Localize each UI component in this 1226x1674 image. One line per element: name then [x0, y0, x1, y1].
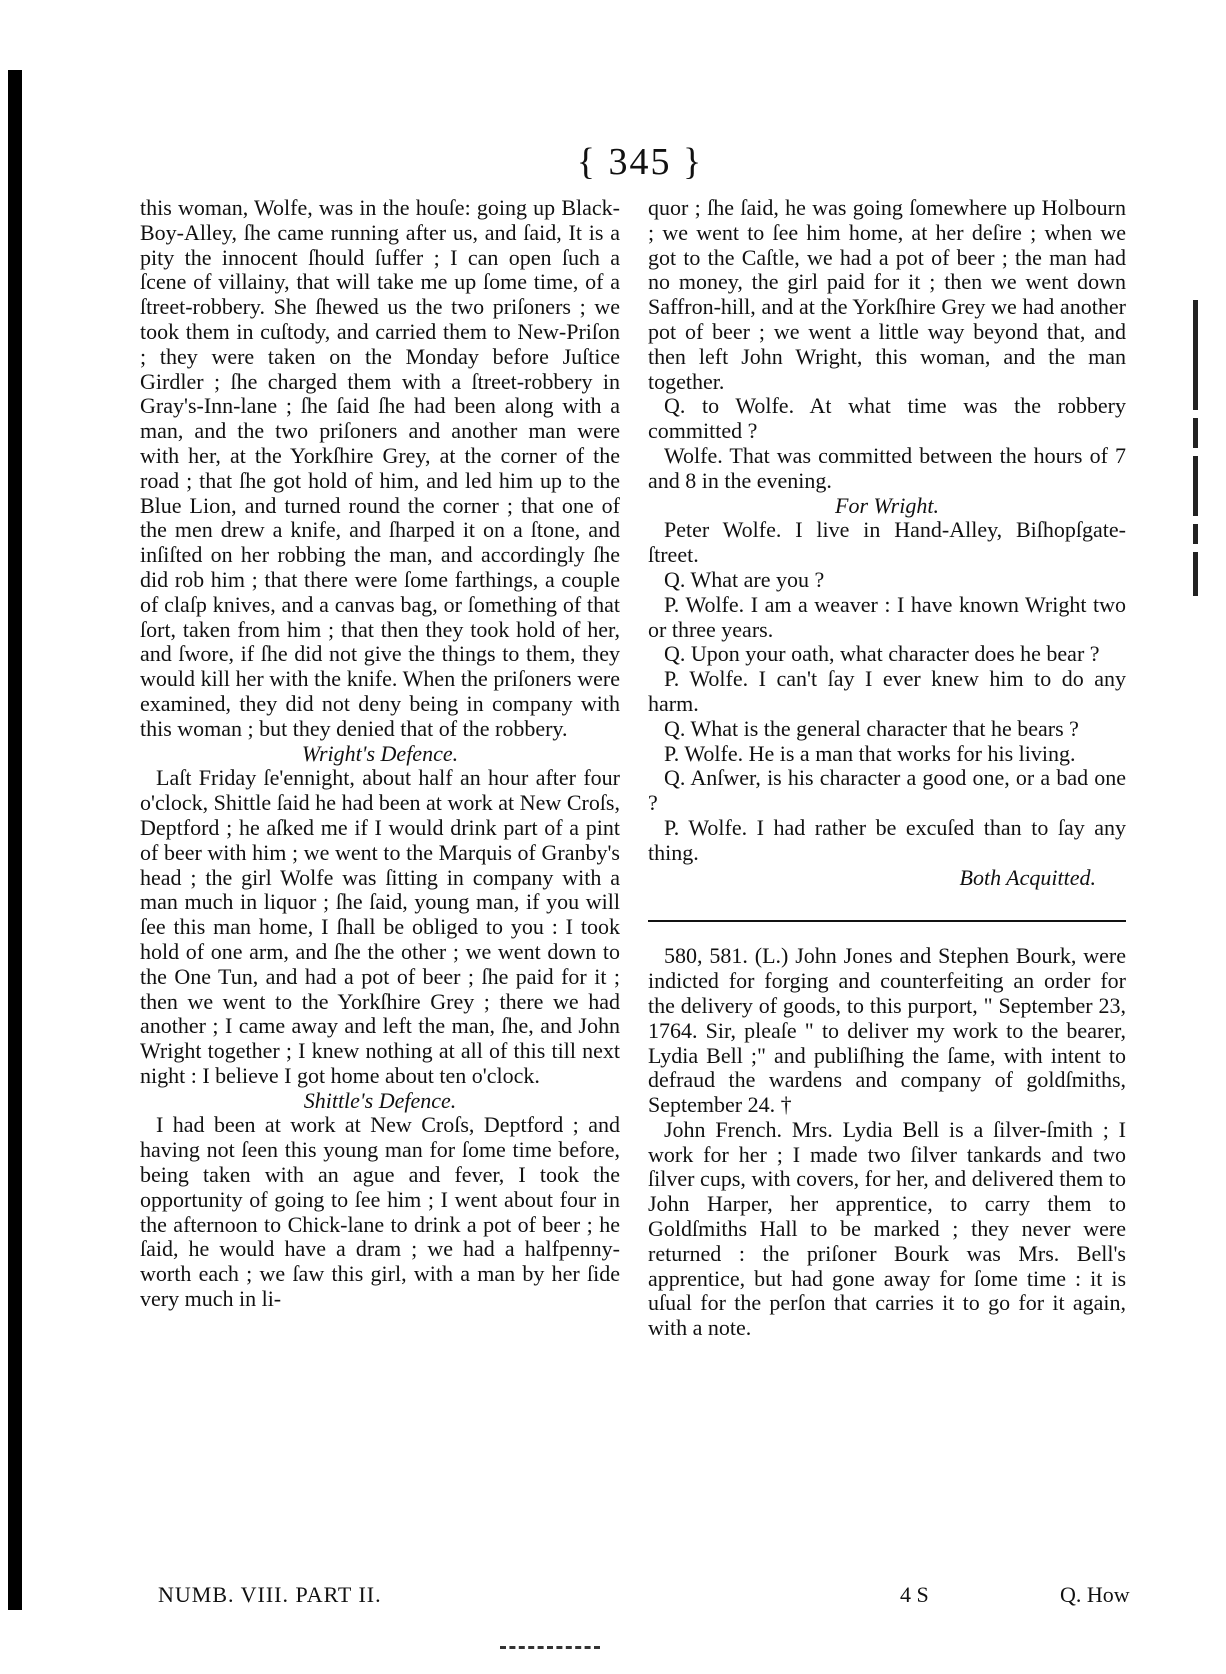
paragraph: Q. Anſwer, is his character a good one, or a bad one ? — [648, 765, 1126, 816]
paragraph: this woman, Wolfe, was in the houſe: going up Black-Boy-Alley, ſhe came running after us, and ſaid, It is a pity the innocent ſhould ſuffer ; I can open ſuch a ſcene of villainy, that will take me up ſome time, of a ſtreet-robbery. She ſhewed us the two priſoners ; we took them in cuſtody, and carried them to New-Priſon ; they were taken on the Monday before Juſtice Girdler ; ſhe charged them with a ſtreet-robbery in Gray's-Inn-lane ; ſhe ſaid ſhe had been along with a man, and the two priſoners and another man were with her, at the Yorkſhire Grey, at the corner of the road ; that ſhe got hold of him, and led him up to the Blue Lion, and turned round the corner ; that one of the men drew a knife, and ſharped it on a ſtone, and inſiſted on her robbing the man, and accordingly ſhe did rob him ; that there were ſome farthings, a couple of claſp knives, and a canvas bag, or ſomething of that ſort, taken from him ; that then they took hold of her, and ſwore, if ſhe did not give the things to them, they would kill her with the knife. When the priſoners were examined, they did not deny being in company with this woman ; but they denied that of the robbery. — [140, 195, 620, 741]
paragraph: I had been at work at New Croſs, Deptford ; and having not ſeen this young man for ſome time before, being taken with an ague and fever, I took the opportunity of going to ſee him ; I went about four in the afternoon to Chick-lane to drink a pot of beer ; he ſaid, he would have a dram ; we had a halfpenny-worth each ; we ſaw this girl, with a man by her ſide very much in li- — [140, 1112, 620, 1312]
section-heading: For Wright. — [835, 492, 939, 518]
paragraph: Q. to Wolfe. At what time was the robbery committed ? — [648, 393, 1126, 444]
paragraph: Q. Upon your oath, what character does he bear ? — [664, 641, 1100, 667]
paragraph: Q. What is the general character that he bears ? — [664, 715, 1079, 741]
scan-artifact-dashes — [500, 1646, 600, 1649]
paragraph: Wolfe. That was committed between the hours of 7 and 8 in the evening. — [648, 442, 1126, 493]
page-number: { 345 } — [576, 141, 704, 183]
section-divider — [648, 920, 1126, 922]
footer-part-label: NUMB. VIII. PART II. — [158, 1582, 382, 1607]
catchword: Q. How — [1060, 1582, 1130, 1607]
right-column — [648, 196, 1126, 1341]
paragraph: P. Wolfe. I am a weaver : I have known Wright two or three years. — [648, 591, 1126, 642]
paragraph: P. Wolfe. He is a man that works for his living. — [664, 740, 1076, 766]
paragraph: P. Wolfe. I can't ſay I ever knew him to do any harm. — [648, 666, 1126, 716]
paragraph: quor ; ſhe ſaid, he was going ſomewhere up Holbourn ; we went to ſee him home, at her deſire ; when we got to the Caſtle, we had a pot of beer ; the man had no money, the girl paid for it ; then we went down Saffron-hill, and at the Yorkſhire Grey we had another pot of beer ; we went a little way beyond that, and then left John Wright, this woman, and the man together. — [648, 195, 1126, 394]
paragraph: John French. Mrs. Lydia Bell is a ſilver-ſmith ; I work for her ; I made two ſilver tankards and two ſilver cups, with covers, for her, and delivered them to John Harper, her apprentice, to carry them to Goldſmiths Hall to be marked ; they never were returned : the priſoner Bourk was Mrs. Bell's apprentice, but had gone away for ſome time : it is uſual for the perſon that carries it to go for it again, with a note. — [648, 1116, 1126, 1341]
left-column — [140, 196, 620, 1312]
paragraph: Q. What are you ? — [664, 566, 825, 592]
book-spine-shadow — [8, 70, 22, 1610]
section-heading: Shittle's Defence. — [303, 1087, 457, 1113]
signature-mark: 4 S — [900, 1582, 929, 1607]
paragraph: 580, 581. (L.) John Jones and Stephen Bourk, were indicted for forging and counterfeiting an order for the delivery of goods, to this purport, " September 23, 1764. Sir, pleaſe " to deliver my work to the bearer, Lydia Bell ;" and publiſhing the ſame, with intent to defraud the wardens and company of goldſmiths, September 24. † — [648, 943, 1126, 1118]
paragraph: Laſt Friday ſe'ennight, about half an hour after four o'clock, Shittle ſaid he had been at work at New Croſs, Deptford ; he aſked me if I would drink part of a pint of beer with him ; we went to the Marquis of Granby's head ; the girl Wolfe was ſitting in company with a man much in liquor ; ſhe ſaid, young man, if you will ſee this man home, I ſhall be obliged to you : I took hold of one arm, and ſhe the other ; we went down to the One Tun, and had a pot of beer ; ſhe paid for it ; then we went to the Yorkſhire Grey ; there we had another ; I came away and left the man, ſhe, and John Wright together ; I knew nothing at all of this till next night : I believe I got home about ten o'clock. — [140, 765, 620, 1088]
paragraph: Peter Wolfe. I live in Hand-Alley, Biſhopſgate-ſtreet. — [648, 517, 1126, 568]
section-heading: Wright's Defence. — [301, 740, 459, 766]
paragraph: P. Wolfe. I had rather be excuſed than to ſay any thing. — [648, 814, 1126, 865]
bleed-through-marks — [1188, 300, 1202, 604]
verdict: Both Acquitted. — [959, 864, 1096, 890]
